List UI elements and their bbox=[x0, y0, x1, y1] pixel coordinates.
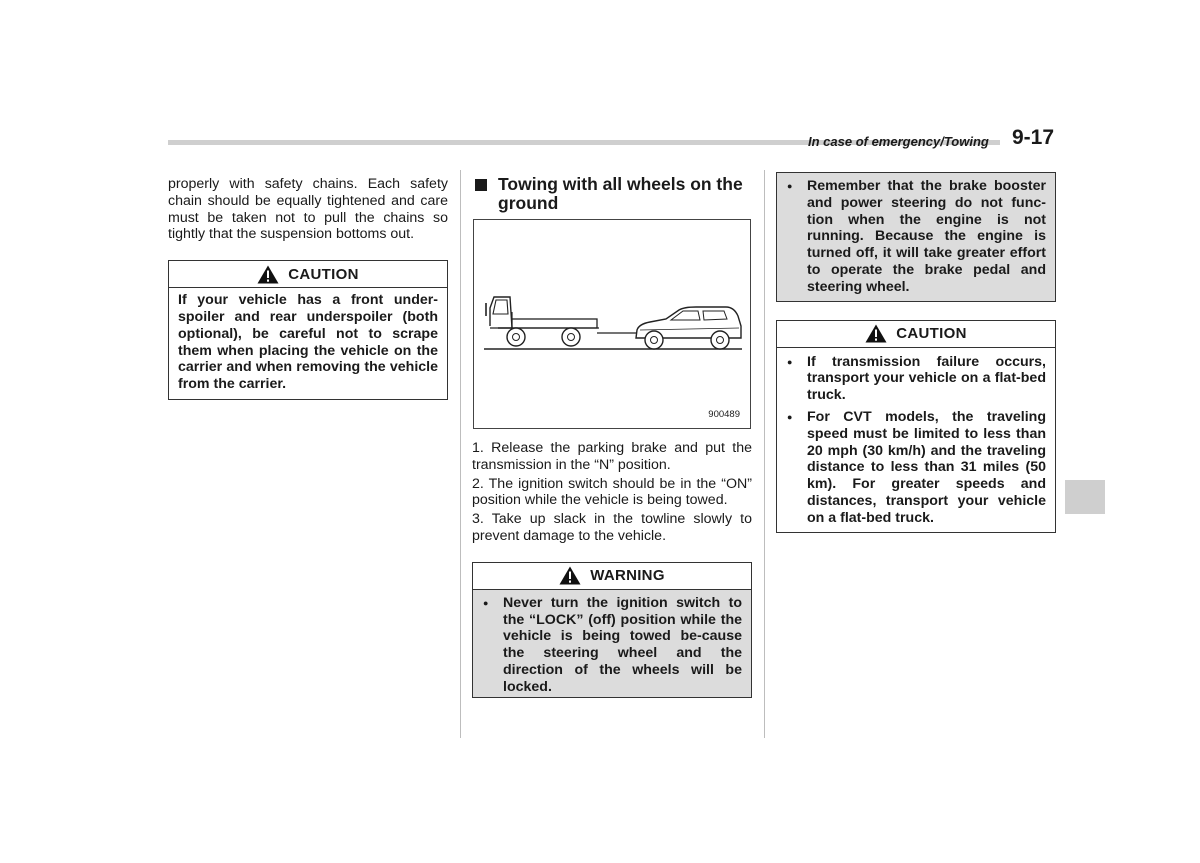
caution-body bbox=[168, 288, 448, 400]
square-bullet-icon bbox=[475, 179, 487, 191]
note-item: ● Remember that the brake booster and power steering do not func-tion when the engine is not running. Because the engine is turned off, it will take greater effort to operate the brake pedal and steering wheel. bbox=[785, 178, 1046, 296]
warning-item: ● Never turn the ignition switch to the “LOCK” (off) position while the vehicle is being towed be-cause the steering wheel and the direction of the wheels will be locked. bbox=[481, 595, 742, 696]
warning-triangle-icon bbox=[257, 265, 279, 284]
column-divider bbox=[460, 170, 461, 738]
caution-title: CAUTION bbox=[288, 265, 359, 283]
warning-title: WARNING bbox=[590, 567, 665, 585]
caution-text: If your vehicle has a front under-spoiler and rear underspoiler (both optional), be careful not to scrape them when placing the vehicle on the carrier and when removing the vehicle from the carrier. bbox=[178, 292, 438, 393]
section-heading-text: Towing with all wheels on the ground bbox=[498, 174, 743, 213]
figure-code: 900489 bbox=[708, 409, 740, 420]
towing-illustration bbox=[474, 220, 750, 428]
step-2: 2. The ignition switch should be in the “ON” position while the vehicle is being towed. bbox=[472, 475, 752, 509]
chapter-tab bbox=[1065, 480, 1105, 514]
body-paragraph: properly with safety chains. Each safety chain should be equally tightened and care must be taken not to pull the chains so tightly that the suspension bottoms out. bbox=[168, 176, 448, 243]
section-heading bbox=[473, 175, 758, 213]
caution-body bbox=[776, 348, 1056, 533]
warning-triangle-icon bbox=[559, 566, 581, 585]
header-title: In case of emergency/Towing bbox=[808, 134, 989, 149]
right-column bbox=[776, 172, 1056, 533]
caution-box bbox=[776, 320, 1056, 533]
warning-body bbox=[472, 590, 752, 698]
towing-figure bbox=[473, 219, 751, 429]
warning-header bbox=[472, 562, 752, 590]
left-column bbox=[168, 176, 448, 400]
warning-triangle-icon bbox=[865, 324, 887, 343]
caution-header bbox=[168, 260, 448, 288]
page-number: 9-17 bbox=[1012, 126, 1055, 149]
caution-box bbox=[168, 260, 448, 400]
step-3: 3. Take up slack in the towline slowly to prevent damage to the vehicle. bbox=[472, 511, 752, 544]
warning-box bbox=[472, 562, 752, 698]
caution-title: CAUTION bbox=[896, 325, 967, 343]
caution-header bbox=[776, 320, 1056, 348]
step-1: 1. Release the parking brake and put the transmission in the “N” position. bbox=[472, 440, 752, 473]
column-divider bbox=[764, 170, 765, 738]
note-box bbox=[776, 172, 1056, 302]
caution-item: ● For CVT models, the traveling speed must be limited to less than 20 mph (30 km/h) and the traveling distance to less than 31 miles (50 km). For greater speeds and distances, transport your vehicle on a flat-bed truck. bbox=[785, 409, 1046, 527]
caution-item: ● If transmission failure occurs, transport your vehicle on a flat-bed truck. bbox=[785, 354, 1046, 404]
middle-column-text bbox=[472, 440, 752, 698]
